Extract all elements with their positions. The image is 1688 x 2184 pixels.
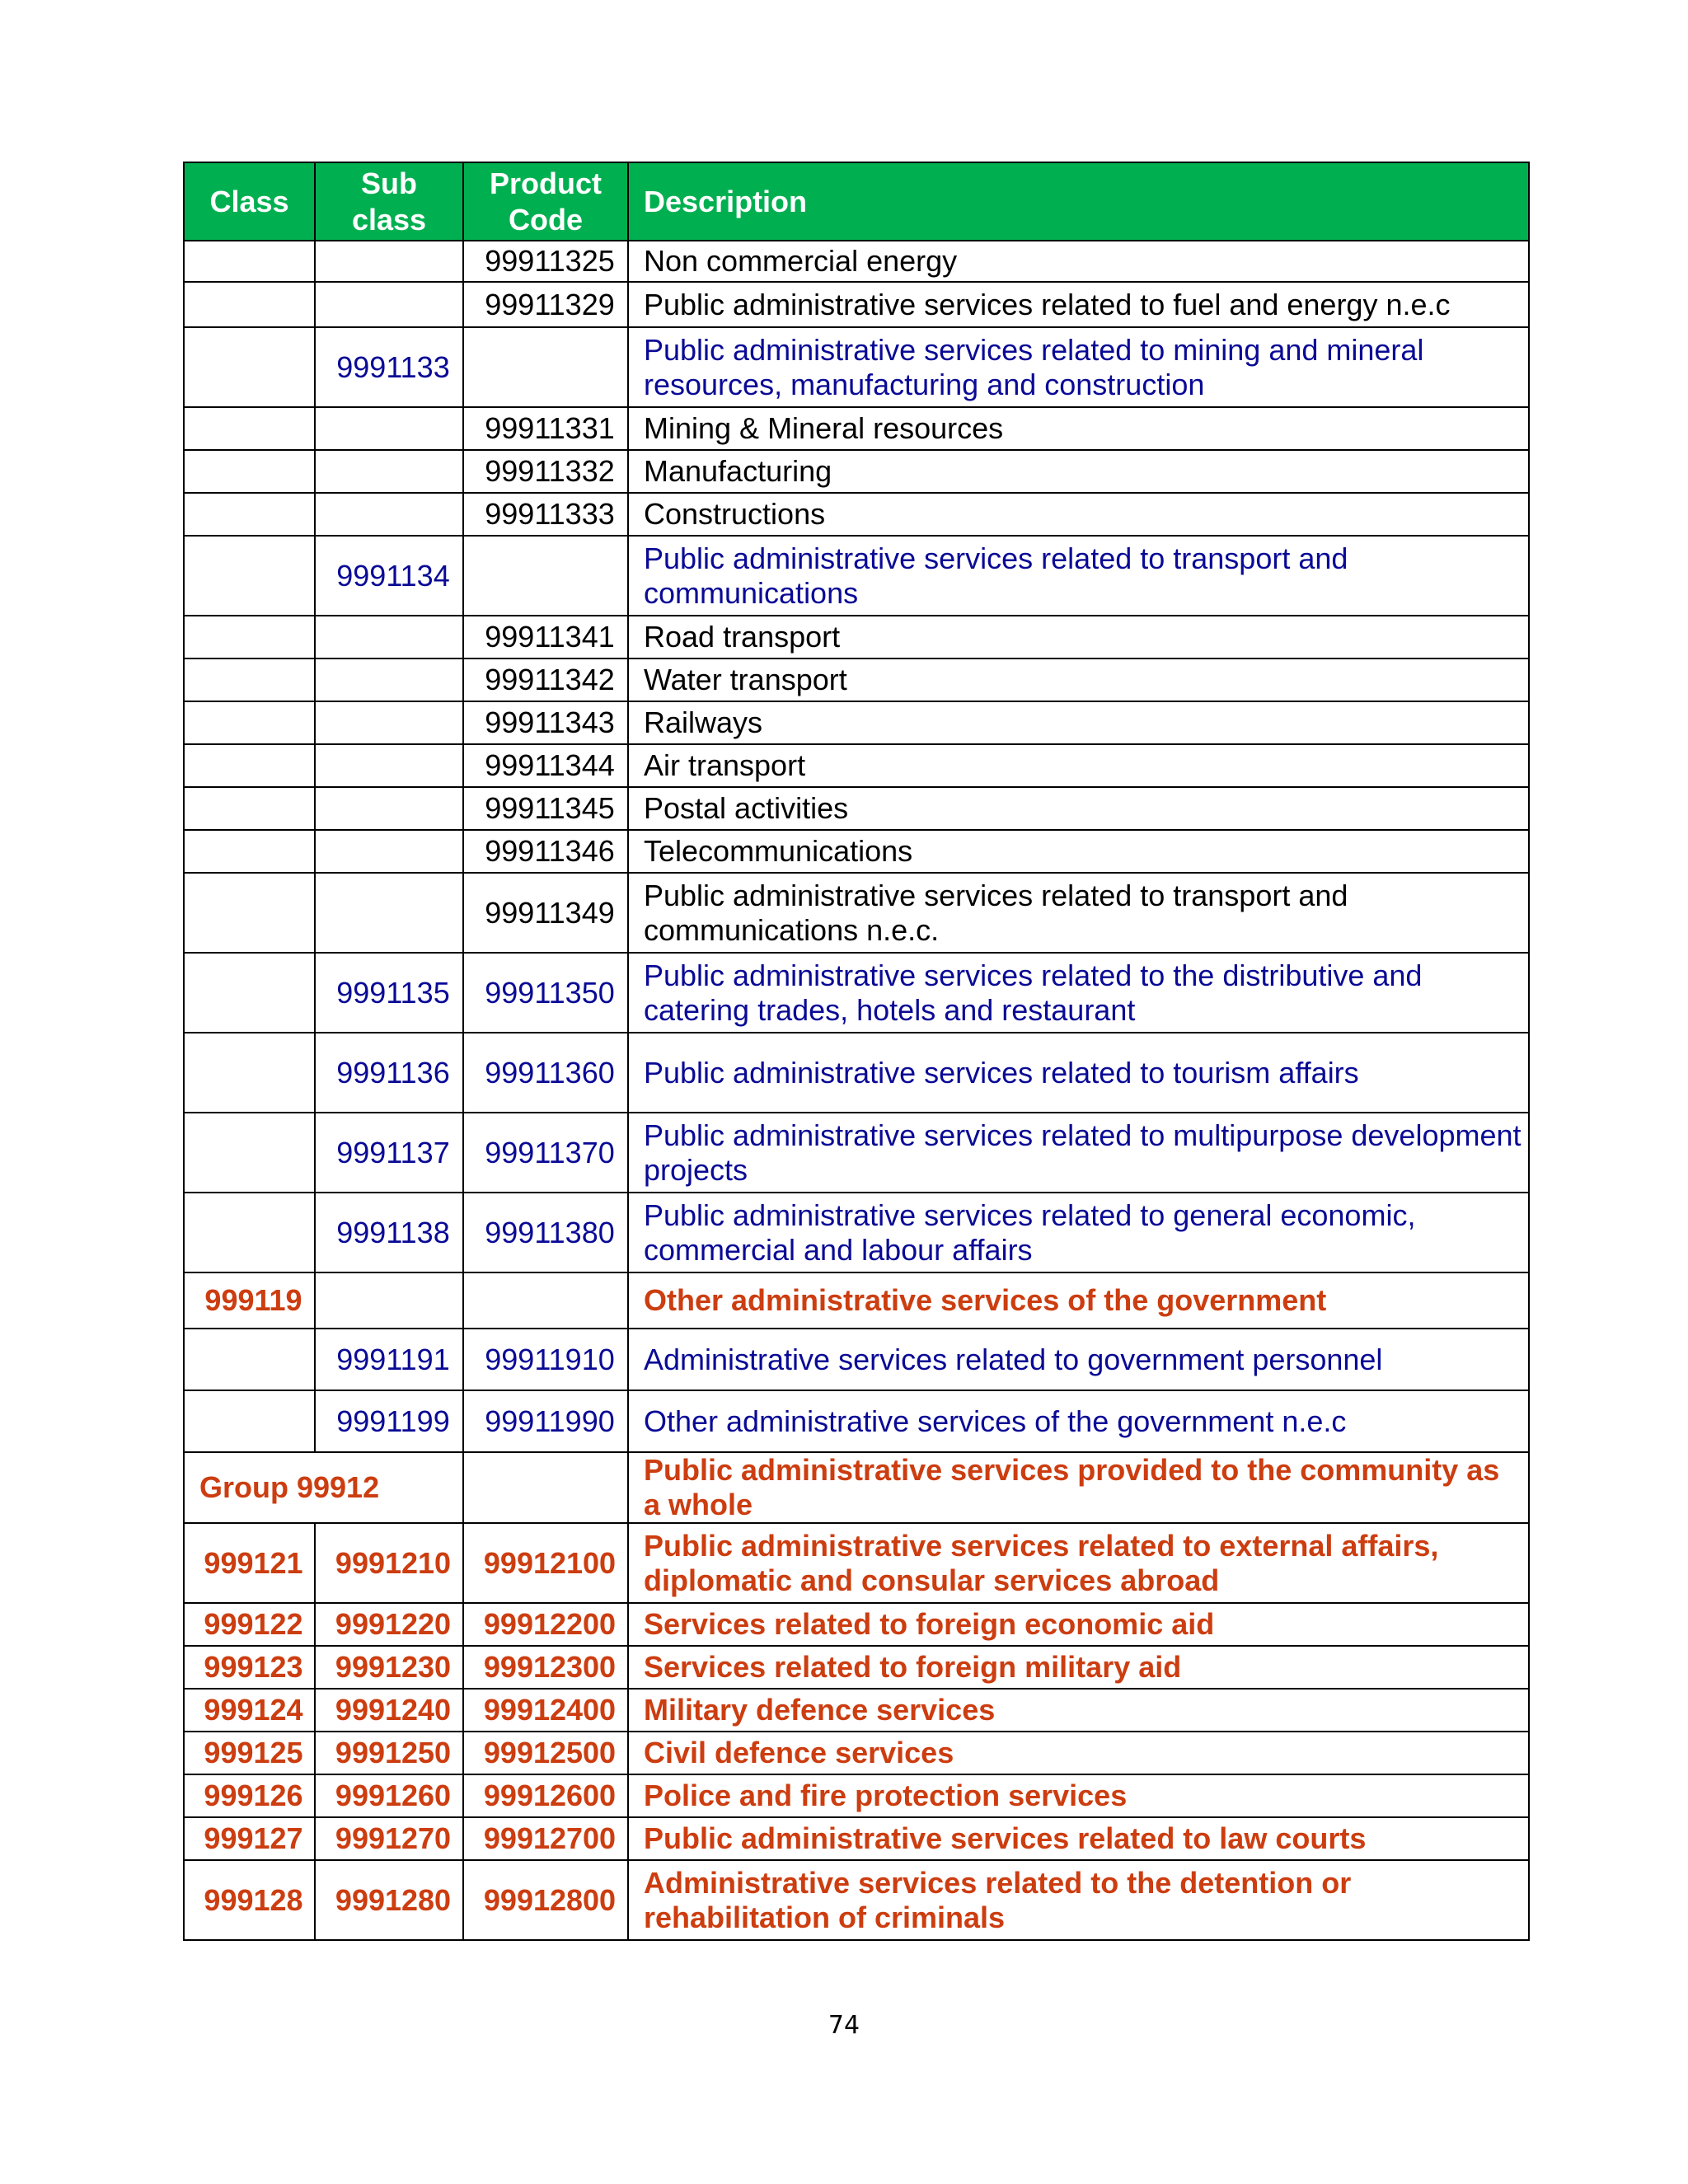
subclass-cell: 9991137: [315, 1113, 463, 1193]
subclass-cell: [315, 282, 463, 327]
description-cell: Telecommunications: [628, 830, 1529, 873]
table-row: [184, 830, 1529, 873]
table-row: [184, 873, 1529, 953]
description-cell: Other administrative services of the government n.e.c: [628, 1390, 1529, 1452]
table-body: [184, 241, 1529, 1940]
description-cell: Public administrative services related to law courts: [628, 1817, 1529, 1860]
description-cell: Water transport: [628, 658, 1529, 701]
product-code-cell: 99911332: [463, 450, 628, 493]
table-row: [184, 658, 1529, 701]
product-code-cell: 99911325: [463, 241, 628, 282]
product-code-cell: 99911341: [463, 616, 628, 658]
description-cell: Public administrative services related to the distributive and catering trades, hotels and restaurant: [628, 953, 1529, 1033]
table-row: [184, 1817, 1529, 1860]
product-code-cell: 99912400: [463, 1689, 628, 1732]
class-cell: [184, 1193, 315, 1272]
table-row: [184, 1732, 1529, 1774]
product-code-cell: 99911344: [463, 744, 628, 787]
class-cell: 999125: [184, 1732, 315, 1774]
table-row: [184, 1646, 1529, 1689]
table-row: [184, 1193, 1529, 1272]
description-cell: Air transport: [628, 744, 1529, 787]
product-code-cell: [463, 1272, 628, 1329]
class-cell: [184, 1390, 315, 1452]
class-cell: 999128: [184, 1860, 315, 1940]
table-row: [184, 1774, 1529, 1817]
table-row: [184, 616, 1529, 658]
class-cell: [184, 744, 315, 787]
product-code-cell: 99911333: [463, 493, 628, 536]
subclass-cell: 9991135: [315, 953, 463, 1033]
description-cell: Manufacturing: [628, 450, 1529, 493]
class-cell: [184, 1033, 315, 1113]
description-cell: Administrative services related to government personnel: [628, 1329, 1529, 1390]
subclass-cell: [315, 744, 463, 787]
product-code-cell: 99912300: [463, 1646, 628, 1689]
class-cell: [184, 873, 315, 953]
table-row: [184, 493, 1529, 536]
product-code-cell: [463, 327, 628, 407]
subclass-cell: 9991230: [315, 1646, 463, 1689]
subclass-cell: 9991270: [315, 1817, 463, 1860]
table-row: [184, 1272, 1529, 1329]
subclass-cell: [315, 658, 463, 701]
table-row: [184, 536, 1529, 616]
description-cell: Police and fire protection services: [628, 1774, 1529, 1817]
class-cell: [184, 787, 315, 830]
product-code-cell: 99911346: [463, 830, 628, 873]
class-cell: [184, 658, 315, 701]
description-cell: Public administrative services related to transport and communications: [628, 536, 1529, 616]
subclass-cell: [315, 493, 463, 536]
description-cell: Civil defence services: [628, 1732, 1529, 1774]
product-code-cell: 99911370: [463, 1113, 628, 1193]
description-cell: Services related to foreign military aid: [628, 1646, 1529, 1689]
description-cell: Road transport: [628, 616, 1529, 658]
product-code-cell: 99911343: [463, 701, 628, 744]
table-row: [184, 450, 1529, 493]
class-cell: [184, 1329, 315, 1390]
subclass-cell: 9991250: [315, 1732, 463, 1774]
table-row: [184, 327, 1529, 407]
header-class: Class: [184, 162, 315, 241]
class-cell: [184, 536, 315, 616]
description-cell: Public administrative services related to general economic, commercial and labour affairs: [628, 1193, 1529, 1272]
table-row: [184, 1033, 1529, 1113]
product-code-cell: 99911342: [463, 658, 628, 701]
table-row: [184, 1113, 1529, 1193]
description-cell: Military defence services: [628, 1689, 1529, 1732]
product-code-cell: 99911329: [463, 282, 628, 327]
header-row: [184, 162, 1529, 241]
product-code-cell: 99911345: [463, 787, 628, 830]
table-row: [184, 407, 1529, 450]
subclass-cell: 9991220: [315, 1603, 463, 1646]
subclass-cell: 9991138: [315, 1193, 463, 1272]
subclass-cell: 9991191: [315, 1329, 463, 1390]
table-row: [184, 241, 1529, 282]
classification-table: [183, 162, 1530, 1941]
description-cell: Railways: [628, 701, 1529, 744]
class-cell: 999126: [184, 1774, 315, 1817]
table-row: [184, 787, 1529, 830]
subclass-cell: [315, 616, 463, 658]
class-cell: 999119: [184, 1272, 315, 1329]
table-row: [184, 1603, 1529, 1646]
subclass-cell: [315, 787, 463, 830]
description-cell: Public administrative services related to multipurpose development projects: [628, 1113, 1529, 1193]
product-code-cell: 99911349: [463, 873, 628, 953]
description-cell: Public administrative services related to tourism affairs: [628, 1033, 1529, 1113]
product-code-cell: 99912600: [463, 1774, 628, 1817]
subclass-cell: 9991280: [315, 1860, 463, 1940]
product-code-cell: [463, 536, 628, 616]
description-cell: Public administrative services related to mining and mineral resources, manufacturing and construction: [628, 327, 1529, 407]
group-cell: Group 99912: [184, 1452, 463, 1523]
product-code-cell: 99911331: [463, 407, 628, 450]
header-product-code: Product Code: [463, 162, 628, 241]
class-cell: [184, 450, 315, 493]
product-code-cell: 99911380: [463, 1193, 628, 1272]
description-cell: Public administrative services related to fuel and energy n.e.c: [628, 282, 1529, 327]
description-cell: Non commercial energy: [628, 241, 1529, 282]
description-cell: Constructions: [628, 493, 1529, 536]
product-code-cell: 99912200: [463, 1603, 628, 1646]
table-row: [184, 1860, 1529, 1940]
product-code-cell: 99912100: [463, 1523, 628, 1603]
subclass-cell: 9991199: [315, 1390, 463, 1452]
description-cell: Public administrative services related to transport and communications n.e.c.: [628, 873, 1529, 953]
class-cell: [184, 1113, 315, 1193]
product-code-cell: 99911360: [463, 1033, 628, 1113]
table-row: [184, 1452, 1529, 1523]
subclass-cell: 9991240: [315, 1689, 463, 1732]
class-cell: [184, 493, 315, 536]
subclass-cell: [315, 241, 463, 282]
class-cell: [184, 407, 315, 450]
description-cell: Services related to foreign economic aid: [628, 1603, 1529, 1646]
description-cell: Mining & Mineral resources: [628, 407, 1529, 450]
class-cell: [184, 327, 315, 407]
subclass-cell: 9991210: [315, 1523, 463, 1603]
header-subclass: Sub class: [315, 162, 463, 241]
product-code-cell: 99911910: [463, 1329, 628, 1390]
table-row: [184, 1329, 1529, 1390]
table-row: [184, 953, 1529, 1033]
subclass-cell: [315, 450, 463, 493]
description-cell: Postal activities: [628, 787, 1529, 830]
subclass-cell: [315, 873, 463, 953]
class-cell: [184, 241, 315, 282]
class-cell: 999121: [184, 1523, 315, 1603]
subclass-cell: [315, 1272, 463, 1329]
table-row: [184, 1523, 1529, 1603]
class-cell: [184, 616, 315, 658]
product-code-cell: 99911990: [463, 1390, 628, 1452]
table-row: [184, 1689, 1529, 1732]
subclass-cell: [315, 407, 463, 450]
class-cell: [184, 282, 315, 327]
description-cell: Administrative services related to the detention or rehabilitation of criminals: [628, 1860, 1529, 1940]
class-cell: [184, 953, 315, 1033]
product-code-cell: 99912500: [463, 1732, 628, 1774]
description-cell: Public administrative services provided to the community as a whole: [628, 1452, 1529, 1523]
page-number: 74: [828, 2011, 860, 2040]
table-row: [184, 744, 1529, 787]
class-cell: 999127: [184, 1817, 315, 1860]
product-code-cell: 99912800: [463, 1860, 628, 1940]
subclass-cell: [315, 830, 463, 873]
class-cell: 999122: [184, 1603, 315, 1646]
subclass-cell: 9991260: [315, 1774, 463, 1817]
subclass-cell: 9991133: [315, 327, 463, 407]
subclass-cell: 9991134: [315, 536, 463, 616]
product-code-cell: 99911350: [463, 953, 628, 1033]
class-cell: 999124: [184, 1689, 315, 1732]
subclass-cell: [315, 701, 463, 744]
description-cell: Other administrative services of the government: [628, 1272, 1529, 1329]
table-row: [184, 701, 1529, 744]
table-row: [184, 1390, 1529, 1452]
table-row: [184, 282, 1529, 327]
class-cell: 999123: [184, 1646, 315, 1689]
header-description: Description: [628, 162, 1529, 241]
description-cell: Public administrative services related to external affairs, diplomatic and consular services abroad: [628, 1523, 1529, 1603]
product-code-cell: 99912700: [463, 1817, 628, 1860]
class-cell: [184, 830, 315, 873]
product-code-cell: [463, 1452, 628, 1523]
class-cell: [184, 701, 315, 744]
subclass-cell: 9991136: [315, 1033, 463, 1113]
